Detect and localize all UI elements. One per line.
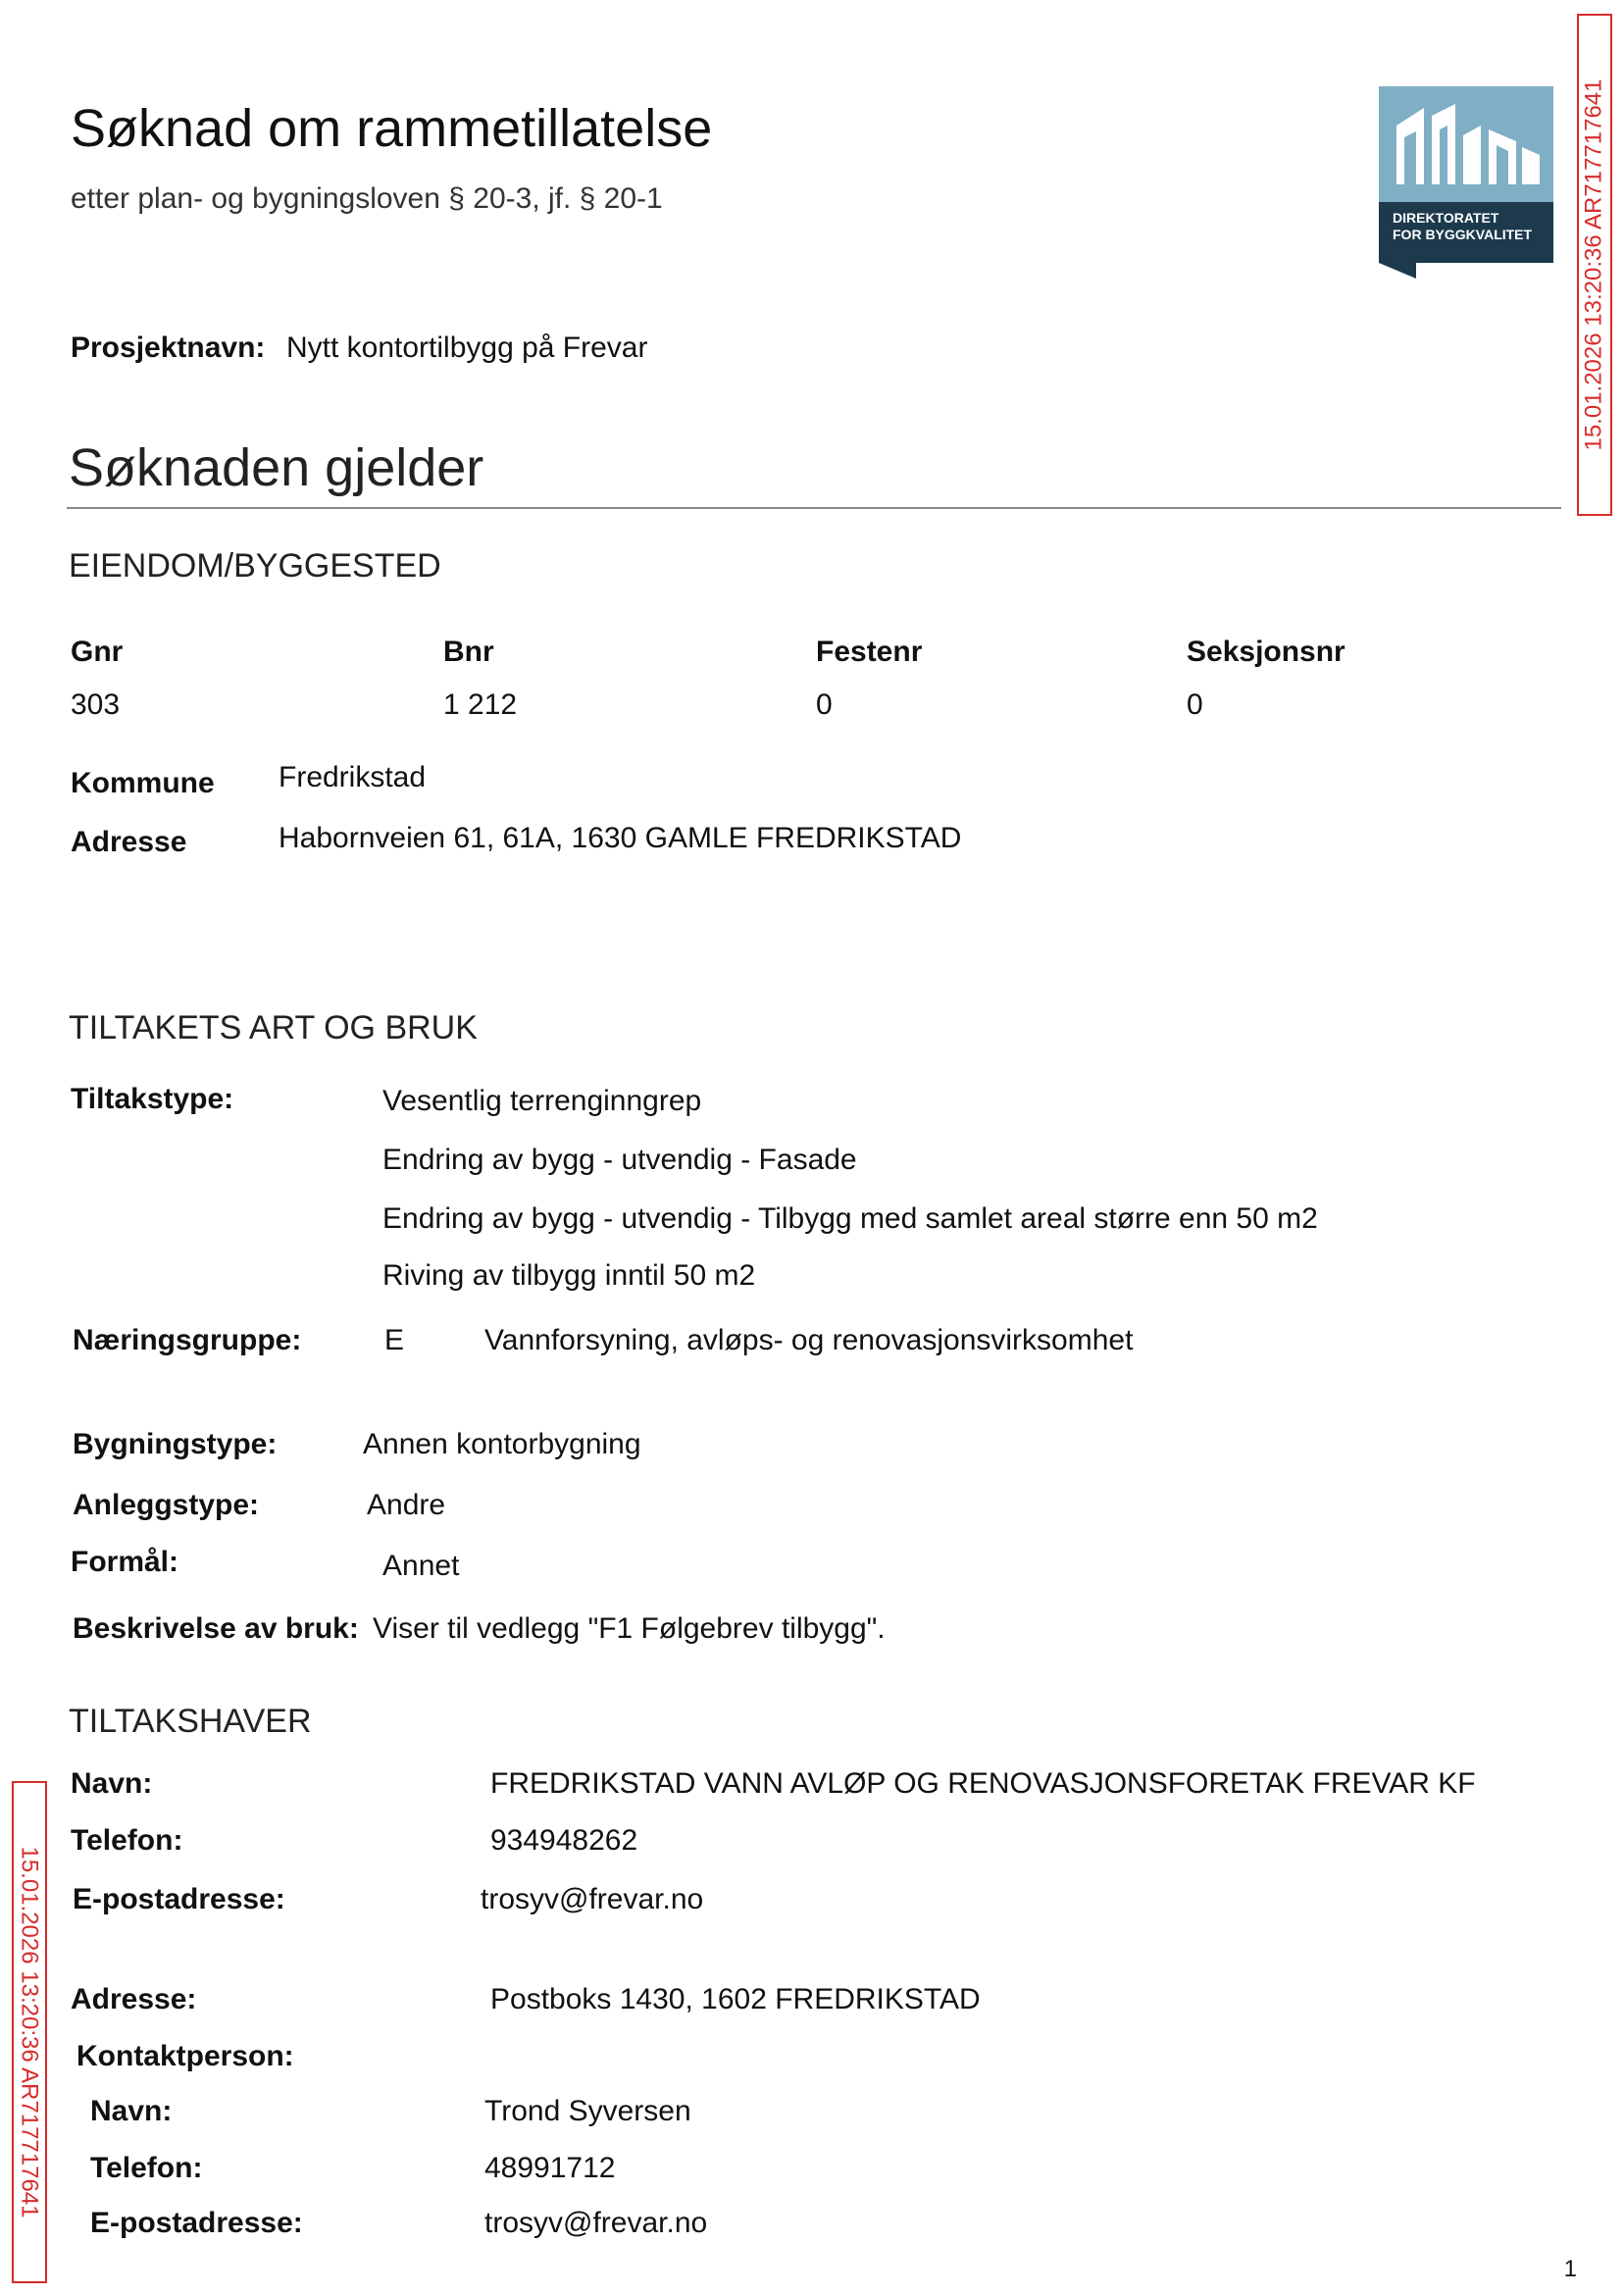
adresse-value: Habornveien 61, 61A, 1630 GAMLE FREDRIKSTAD [279,822,962,854]
naeringsgruppe-label: Næringsgruppe: [73,1324,302,1356]
tiltakshaver-heading: TILTAKSHAVER [69,1703,312,1740]
eiendom-heading: EIENDOM/BYGGESTED [69,547,441,585]
tiltakshaver-epost-value: trosyv@frevar.no [481,1883,704,1915]
anleggstype-label: Anleggstype: [73,1489,260,1521]
tiltak-heading: TILTAKETS ART OG BRUK [69,1009,478,1046]
stamp-text: 15.01.2026 13:20:36 AR717717641 [1581,78,1607,451]
tiltakshaver-epost-label: E-postadresse: [73,1883,285,1915]
kontakt-telefon-label: Telefon: [90,2152,203,2184]
naeringsgruppe-code: E [384,1324,405,1356]
document-title: Søknad om rammetillatelse [71,99,713,158]
naeringsgruppe-value: Vannforsyning, avløps- og renovasjonsvirksomhet [484,1324,1134,1356]
tiltakstype-label: Tiltakstype: [71,1083,234,1115]
tiltakshaver-adresse-label: Adresse: [71,1983,197,2015]
logo-text-line1: DIREKTORATET [1393,210,1499,226]
timestamp-stamp-left [12,1781,47,2283]
kontakt-telefon-value: 48991712 [484,2152,616,2184]
tiltakstype-item: Vesentlig terrenginngrep [382,1085,702,1117]
document-subtitle: etter plan- og bygningsloven § 20-3, jf. § 20-1 [71,182,663,215]
tiltakshaver-telefon-label: Telefon: [71,1824,183,1857]
dibk-logo-icon [1379,86,1553,279]
dibk-logo [1379,86,1553,279]
tiltakstype-item: Endring av bygg - utvendig - Fasade [382,1144,857,1176]
beskrivelse-label: Beskrivelse av bruk: [73,1612,359,1645]
festenr-value: 0 [816,688,833,721]
kontaktperson-label: Kontaktperson: [76,2040,294,2072]
section-divider [67,507,1561,509]
festenr-label: Festenr [816,636,923,668]
tiltakshaver-navn-label: Navn: [71,1767,153,1800]
bygningstype-value: Annen kontorbygning [363,1428,641,1460]
kontakt-navn-label: Navn: [90,2095,173,2127]
gnr-value: 303 [71,688,121,721]
stamp-text: 15.01.2026 13:20:36 AR717717641 [17,1846,43,2218]
bygningstype-label: Bygningstype: [73,1428,278,1460]
gnr-label: Gnr [71,636,124,668]
seksjonsnr-label: Seksjonsnr [1187,636,1345,668]
kommune-value: Fredrikstad [279,761,427,793]
tiltakshaver-navn-value: FREDRIKSTAD VANN AVLØP OG RENOVASJONSFORETAK FREVAR KF [490,1767,1476,1800]
kontakt-navn-value: Trond Syversen [484,2095,691,2127]
page-number: 1 [1563,2256,1577,2282]
tiltakstype-item: Riving av tilbygg inntil 50 m2 [382,1259,756,1292]
timestamp-stamp-top [1577,14,1612,516]
seksjonsnr-value: 0 [1187,688,1203,721]
formal-value: Annet [382,1550,460,1582]
beskrivelse-value: Viser til vedlegg "F1 Følgebrev tilbygg". [373,1612,886,1645]
tiltakshaver-adresse-value: Postboks 1430, 1602 FREDRIKSTAD [490,1983,981,2015]
tiltakshaver-telefon-value: 934948262 [490,1824,638,1857]
kontakt-epost-value: trosyv@frevar.no [484,2207,708,2239]
logo-text-line2: FOR BYGGKVALITET [1393,227,1533,242]
project-label: Prosjektnavn: [71,331,266,364]
anleggstype-value: Andre [367,1489,446,1521]
formal-label: Formål: [71,1546,179,1578]
section-heading: Søknaden gjelder [69,438,484,497]
project-value: Nytt kontortilbygg på Frevar [286,331,648,364]
kommune-label: Kommune [71,767,215,799]
kontakt-epost-label: E-postadresse: [90,2207,303,2239]
bnr-value: 1 212 [443,688,518,721]
tiltakstype-item: Endring av bygg - utvendig - Tilbygg med samlet areal større enn 50 m2 [382,1202,1318,1235]
adresse-label: Adresse [71,826,187,858]
bnr-label: Bnr [443,636,494,668]
